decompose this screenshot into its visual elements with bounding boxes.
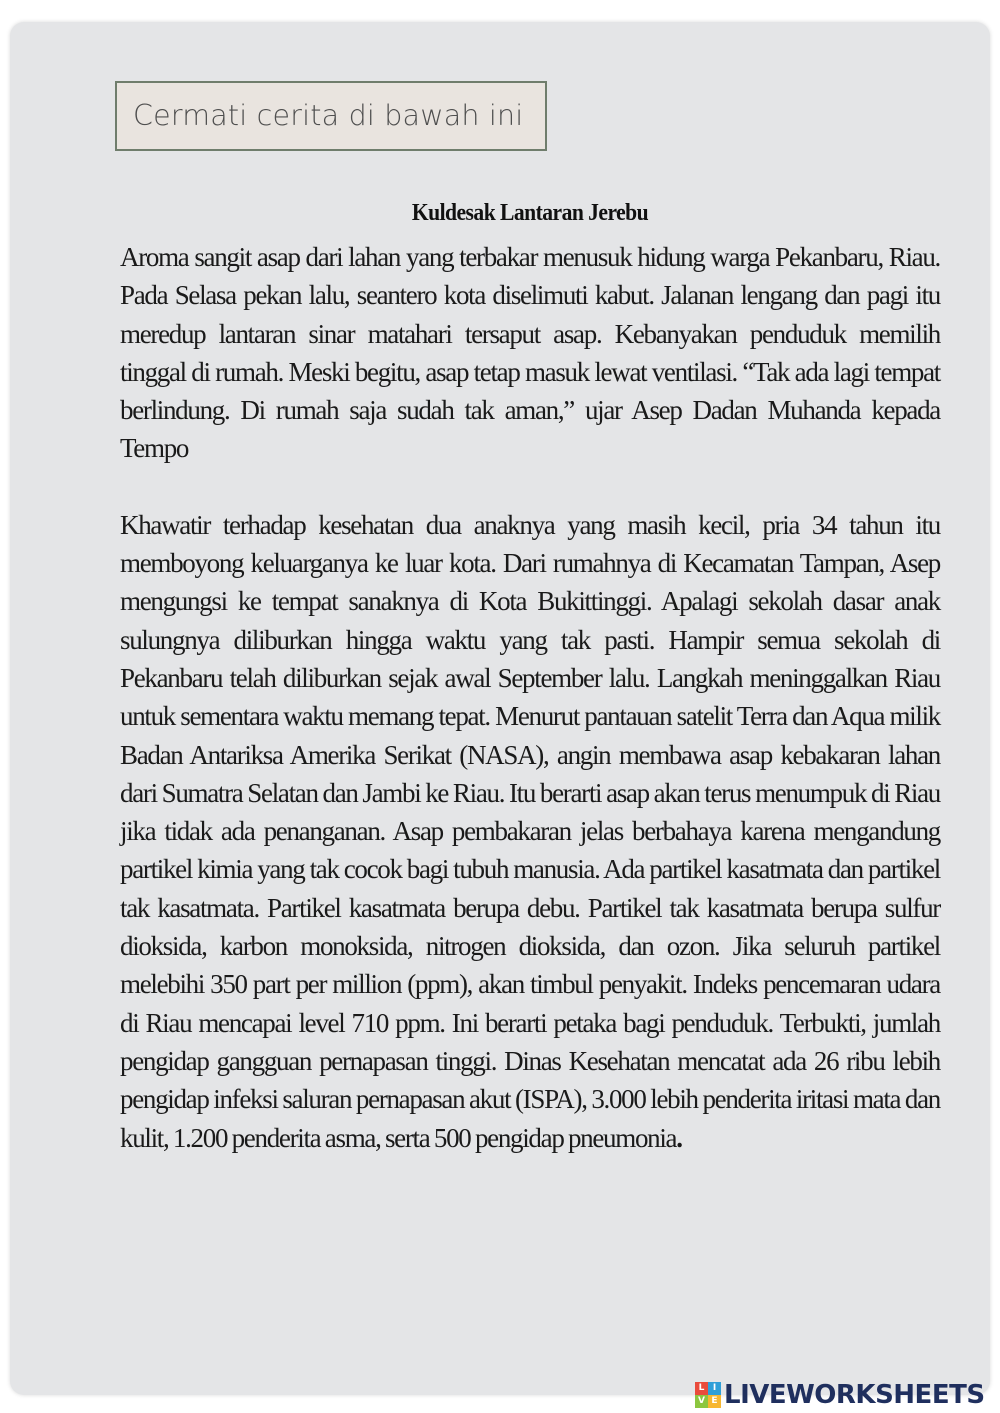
story-paragraph-2-text: Khawatir terhadap kesehatan dua anaknya yang masih kecil, pria 34 tahun itu memboyong keluarganya ke luar kota. Dari rumahnya di Kecamatan Tampan, Asep mengungsi ke tempat sanaknya di Kota Bukittinggi. Apalagi sekolah dasar anak sulungnya diliburkan hingga waktu yang tak pasti. Hampir semua sekolah di Pekanbaru telah diliburkan sejak awal September lalu. Langkah meninggalkan Riau untuk sementara waktu memang tepat. Menurut pantauan satelit Terra dan Aqua milik Badan Antariksa Amerika Serikat (NASA), angin membawa asap kebakaran lahan dari Sumatra Selatan dan Jambi ke Riau. Itu berarti asap akan terus menumpuk di Riau jika tidak ada penanganan. Asap pembakaran jelas berbahaya karena mengandung partikel kimia yang tak cocok bagi tubuh manusia. Ada partikel kasatmata dan partikel tak kasatmata. Partikel kasatmata berupa debu. Partikel tak kasatmata berupa sulfur dioksida, karbon monoksida, nitrogen dioksida, dan ozon. Jika seluruh partikel melebihi 350 part per million (ppm), akan timbul penyakit. Indeks pencemaran udara di Riau mencapai level 710 ppm. Ini berarti petaka bagi penduduk. Terbukti, jumlah pengidap gangguan pernapasan tinggi. Dinas Kesehatan mencatat ada 26 ribu lebih pengidap infeksi saluran pernapasan akut (ISPA), 3.000 lebih penderita iritasi mata dan kulit, 1.200 penderita asma, serta 500 pengidap pneumonia <box>120 509 940 1153</box>
logo-tile-e: E <box>708 1395 721 1408</box>
story-paragraph-1: Aroma sangit asap dari lahan yang terbakar menusuk hidung warga Pekanbaru, Riau. Pada Selasa pekan lalu, seantero kota diselimuti kabut. Jalanan lengang dan pagi itu meredup lantaran sinar matahari tersaput asap. Kebanyakan penduduk memilih tinggal di rumah. Meski begitu, asap tetap masuk lewat ventilasi. “Tak ada lagi tempat berlindung. Di rumah saja sudah tak aman,” ujar Asep Dadan Muhanda kepada Tempo <box>120 242 940 464</box>
instruction-box: Cermati cerita di bawah ini <box>115 81 547 151</box>
worksheet-page <box>10 22 990 1395</box>
story-paragraph-2 <box>120 506 940 1157</box>
story-title: Kuldesak Lantaran Jerebu <box>411 200 649 226</box>
liveworksheets-icon <box>695 1382 721 1408</box>
liveworksheets-wordmark: LIVEWORKSHEETS <box>724 1380 985 1410</box>
logo-tile-l: L <box>695 1382 708 1395</box>
logo-tile-v: V <box>695 1395 708 1408</box>
story-body <box>120 238 940 1157</box>
logo-tile-i: I <box>708 1382 721 1395</box>
story-paragraph-2-period: . <box>676 1122 682 1153</box>
liveworksheets-logo[interactable] <box>695 1378 985 1412</box>
